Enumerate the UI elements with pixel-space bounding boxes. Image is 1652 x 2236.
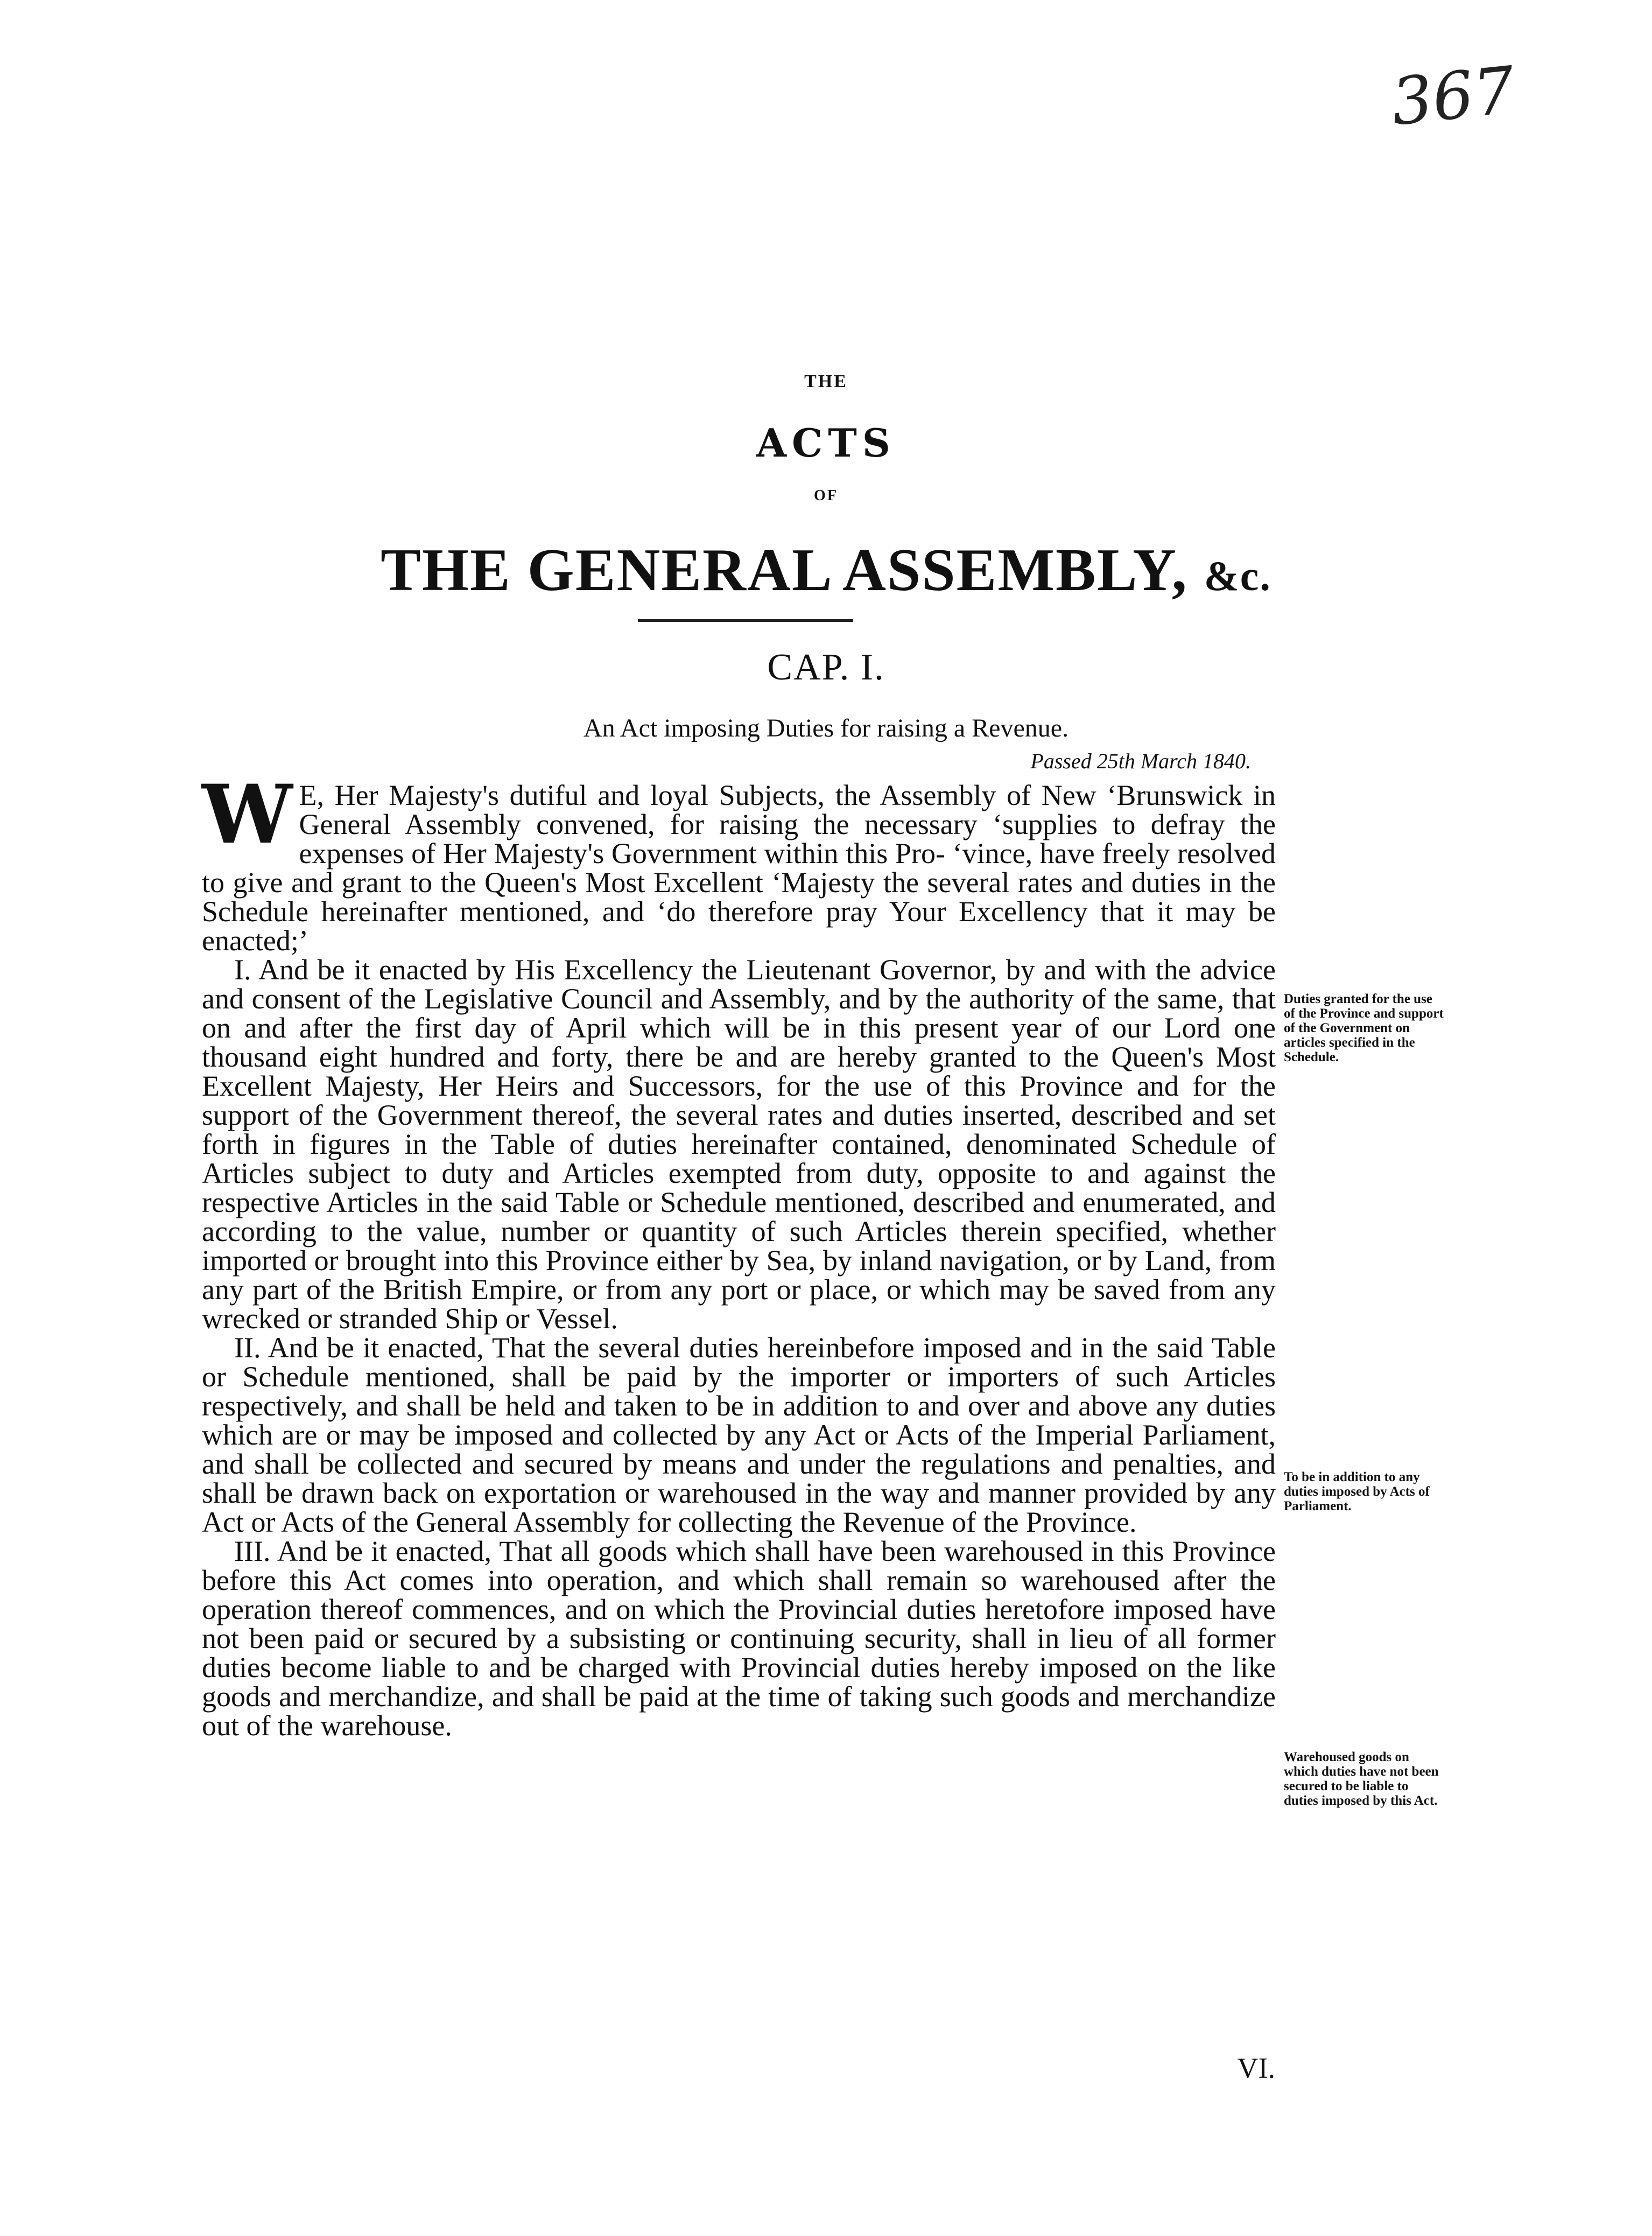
marginal-note-3: Warehoused goods on which duties have not been secured to be liable to duties imposed by this Act. bbox=[1284, 1750, 1439, 1808]
section-2-paragraph: II. And be it enacted, That the several duties hereinbefore imposed and in the said Table or Schedule mentioned, shall be paid by the importer or importers of such Articles respectively, and shall be held and taken to be in addition to and over and above any duties which are or may be imposed and collected by any Act or Acts of the Imperial Parliament, and shall be collected and secured by means and under the regulations and penalties, and shall be drawn back on exportation or warehoused in the way and manner provided by any Act or Acts of the General Assembly for collecting the Revenue of the Province. bbox=[202, 1331, 1276, 1538]
heading-main bbox=[0, 536, 1652, 605]
preamble-paragraph bbox=[202, 767, 1276, 957]
heading-the: THE bbox=[804, 372, 848, 391]
page-number: 367 bbox=[1388, 53, 1519, 141]
marginal-note-1: Duties granted for the use of the Province and support of the Government on articles specified in the Schedule. bbox=[1284, 992, 1444, 1064]
heading-rule bbox=[638, 619, 853, 622]
heading-etc: &c. bbox=[1204, 552, 1271, 599]
marginal-note-2: To be in addition to any duties imposed by Acts of Parliament. bbox=[1284, 1470, 1430, 1513]
section-1-paragraph: I. And be it enacted by His Excellency the Lieutenant Governor, by and with the advice and consent of the Legislative Council and Assembly, and by the authority of the same, that on and after the first day of April which will be in this present year of our Lord one thousand eight hundred and forty, there be and are hereby granted to the Queen's Most Excellent Majesty, Her Heirs and Successors, for the use of this Province and for the support of the Government thereof, the several rates and duties inserted, described and set forth in figures in the Table of duties hereinafter contained, denominated Schedule of Articles subject to duty and Articles exempted from duty, opposite to and against the respective Articles in the said Table or Schedule mentioned, described and enumerated, and according to the value, number or quantity of such Articles therein specified, whether imported or brought into this Province either by Sea, by inland navigation, or by Land, from any part of the British Empire, or from any port or place, or which may be saved from any wrecked or stranded Ship or Vessel. bbox=[202, 954, 1276, 1335]
catchword: VI. bbox=[1237, 2052, 1275, 2084]
chapter-title: CAP. I. bbox=[767, 647, 885, 688]
act-title: An Act imposing Duties for raising a Revenue. bbox=[583, 714, 1069, 742]
section-3-paragraph: III. And be it enacted, That all goods which shall have been warehoused in this Province before this Act comes into operation, and which shall remain so warehoused after the operation thereof commences, and on which the Provincial duties heretofore imposed have not been paid or secured by a subsisting or continuing security, shall in lieu of all former duties become liable to and be charged with Provincial duties hereby imposed on the like goods and merchandize, and shall be paid at the time of taking such goods and merchandize out of the warehouse. bbox=[202, 1535, 1276, 1742]
preamble-text: E, Her Majesty's dutiful and loyal Subjects, the Assembly of New ‘Brunswick in General Assembly convened, for raising the necessary ‘supplies to defray the expenses of Her Majesty's Government within this Pro- ‘vince, have freely resolved to give and grant to the Queen's Most Excellent ‘Majesty the several rates and duties in the Schedule hereinafter mentioned, and ‘do therefore pray Your Excellency that it may be enacted;’ bbox=[202, 779, 1276, 957]
act-body bbox=[202, 767, 1276, 1742]
heading-acts: ACTS bbox=[756, 420, 896, 466]
heading-of: OF bbox=[814, 487, 838, 504]
heading-title: THE GENERAL ASSEMBLY, bbox=[381, 537, 1188, 604]
passed-date: Passed 25th March 1840. bbox=[1030, 749, 1251, 773]
drop-cap: W bbox=[202, 767, 293, 862]
